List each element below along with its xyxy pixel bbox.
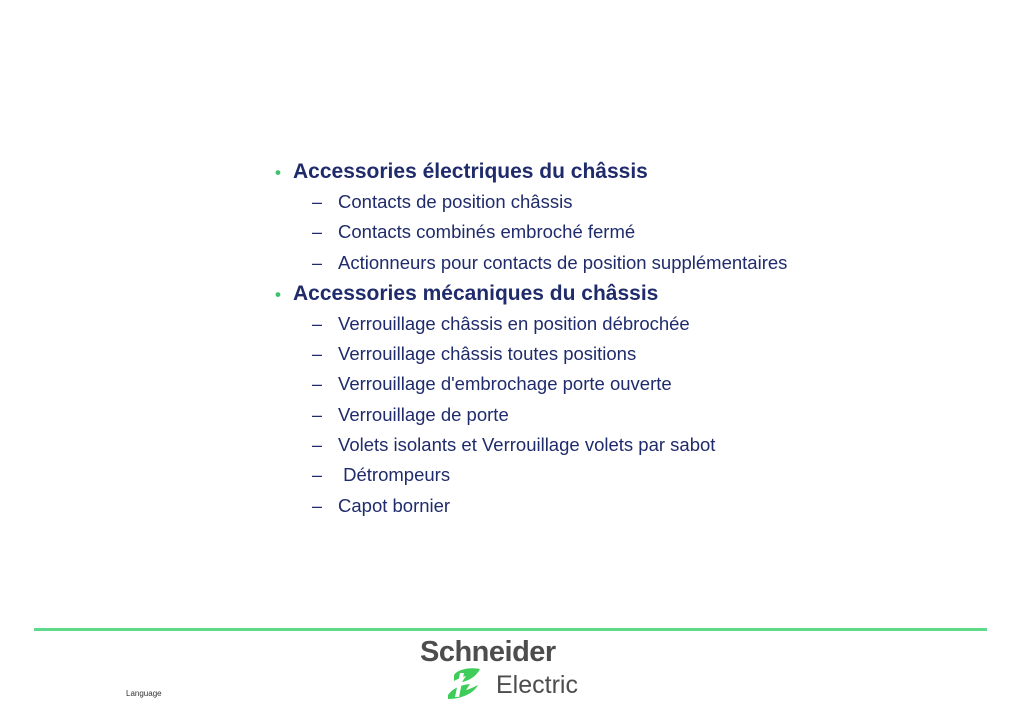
list-item (275, 430, 975, 460)
section-electrical (275, 156, 975, 278)
list-item (275, 491, 975, 521)
sub-list (275, 309, 975, 521)
logo-word-electric: Electric (496, 671, 578, 699)
list-item-text: Verrouillage châssis en position débrochée (338, 312, 690, 334)
dash-icon: – (312, 222, 323, 243)
dash-icon: – (312, 252, 323, 273)
dash-icon: – (312, 192, 323, 212)
schneider-electric-logo (418, 633, 593, 703)
list-item (275, 248, 975, 278)
list-item-text: Verrouillage de porte (338, 403, 509, 425)
list-item (275, 217, 975, 247)
bullet-icon: • (275, 163, 281, 182)
list-item (275, 400, 975, 430)
section-heading-line (275, 156, 975, 187)
footer-divider (34, 628, 987, 631)
list-item-text: Contacts de position châssis (338, 191, 573, 212)
sub-list (275, 187, 975, 278)
list-item-text: Verrouillage d'embrochage porte ouverte (338, 373, 672, 395)
list-item-text: Contacts combinés embroché fermé (338, 221, 636, 243)
list-item-text: Détrompeurs (338, 464, 451, 486)
list-item (275, 460, 975, 490)
list-item (275, 369, 975, 399)
section-heading-line (275, 278, 975, 309)
section-heading: Accessories mécaniques du châssis (293, 281, 659, 305)
dash-icon: – (312, 313, 323, 334)
dash-icon: – (312, 465, 323, 486)
dash-icon: – (312, 435, 323, 456)
list-item (275, 309, 975, 339)
dash-icon: – (312, 374, 323, 395)
list-item-text: Capot bornier (338, 494, 451, 516)
dash-icon: – (312, 404, 323, 425)
footer-language-label: Language (126, 689, 162, 698)
list-item (275, 187, 975, 217)
logo-leaf-icon (448, 668, 480, 699)
dash-icon: – (312, 495, 323, 516)
section-mechanical (275, 278, 975, 521)
list-item (275, 339, 975, 369)
bullet-content (275, 156, 975, 521)
dash-icon: – (312, 344, 323, 365)
bullet-icon: • (275, 284, 281, 304)
list-item-text: Actionneurs pour contacts de position supplémentaires (338, 251, 788, 273)
list-item-text: Verrouillage châssis toutes positions (338, 343, 637, 365)
section-heading: Accessories électriques du châssis (293, 160, 648, 183)
logo-word-schneider: Schneider (420, 636, 556, 668)
list-item-text: Volets isolants et Verrouillage volets par sabot (338, 434, 716, 456)
